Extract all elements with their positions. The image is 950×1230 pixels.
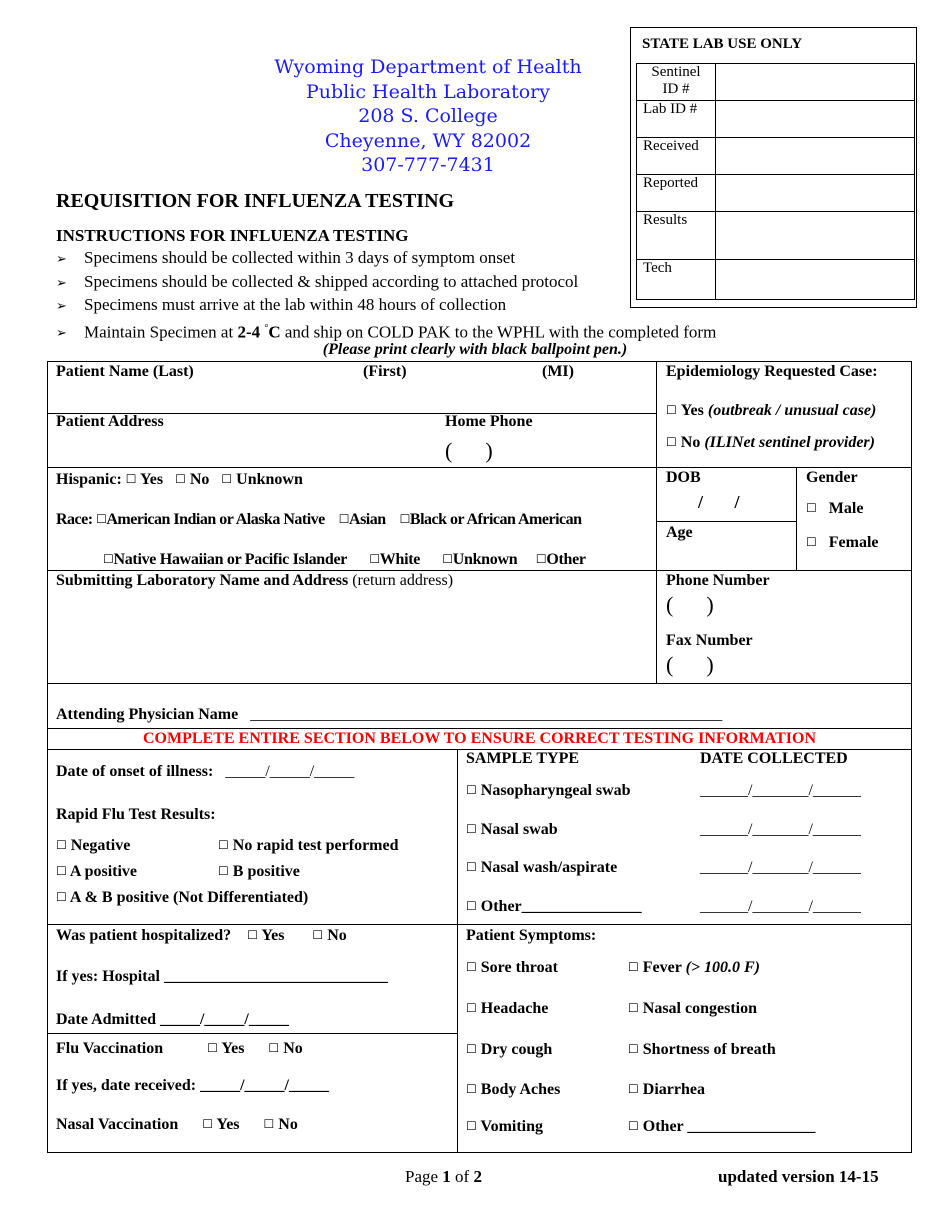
instruction-item: ➢ Specimens should be collected & shipped according to attached protocol: [56, 271, 716, 295]
checkbox-icon[interactable]: ☐: [466, 1119, 477, 1133]
home-phone-label: Home Phone: [445, 413, 533, 430]
grid-line: [47, 361, 912, 362]
hospitalized-row: Was patient hospitalized? ☐ Yes ☐ No: [56, 927, 347, 944]
sample-nasopharyngeal-option[interactable]: ☐ Nasopharyngeal swab: [466, 782, 631, 799]
rapid-test-label: Rapid Flu Test Results:: [56, 806, 216, 823]
home-phone-field[interactable]: ( ): [445, 438, 493, 463]
sample-other-option[interactable]: ☐ Other_______________: [466, 898, 642, 915]
lab-row-field[interactable]: [716, 212, 915, 260]
lab-row-field[interactable]: [716, 101, 915, 138]
rapid-a-positive-option[interactable]: ☐ A positive: [56, 863, 138, 880]
form-title: REQUISITION FOR INFLUENZA TESTING: [56, 190, 455, 212]
rapid-none-option[interactable]: ☐ No rapid test performed: [218, 837, 399, 854]
instructions-list: [56, 247, 716, 345]
patient-name-mi-label: (MI): [542, 363, 574, 380]
rapid-ab-positive-option[interactable]: ☐ A & B positive (Not Differentiated): [56, 889, 309, 906]
symptom-headache[interactable]: ☐ Headache: [466, 1000, 549, 1017]
date-collected-field[interactable]: ______/_______/______: [700, 821, 861, 838]
checkbox-icon[interactable]: ☐: [221, 472, 233, 486]
checkbox-icon[interactable]: ☐: [628, 1042, 639, 1056]
checkbox-icon[interactable]: ☐: [466, 783, 477, 797]
grid-line: [47, 1152, 912, 1153]
checkbox-icon[interactable]: ☐: [202, 1117, 214, 1131]
sample-type-header: SAMPLE TYPE: [466, 750, 580, 767]
instruction-item: ➢ Specimens must arrive at the lab within 48 hours of collection: [56, 294, 716, 318]
lab-row-label: Received: [637, 138, 716, 175]
checkbox-icon[interactable]: ☐: [312, 928, 324, 942]
patient-name-first-label: (First): [363, 363, 407, 380]
hispanic-row: Hispanic: ☐ Yes ☐ No ☐ Unknown: [56, 471, 303, 488]
checkbox-icon[interactable]: ☐: [103, 552, 114, 566]
header-line: Public Health Laboratory: [306, 80, 550, 103]
lab-row-label: Reported: [637, 175, 716, 212]
lab-row-label: Sentinel ID #: [637, 64, 716, 101]
epi-yes-option[interactable]: ☐ Yes (outbreak / unusual case): [666, 402, 877, 419]
state-lab-title: STATE LAB USE ONLY: [642, 36, 803, 52]
checkbox-icon[interactable]: ☐: [56, 890, 67, 904]
dob-field[interactable]: / /: [698, 492, 740, 512]
checkbox-icon[interactable]: ☐: [56, 838, 67, 852]
grid-line: [656, 361, 657, 684]
checkbox-icon[interactable]: ☐: [263, 1117, 275, 1131]
sample-nasal-wash-option[interactable]: ☐ Nasal wash/aspirate: [466, 859, 618, 876]
arrow-bullet-icon: ➢: [56, 326, 67, 342]
checkbox-icon[interactable]: ☐: [466, 960, 477, 974]
symptom-sore-throat[interactable]: ☐ Sore throat: [466, 959, 558, 976]
hospital-name-field[interactable]: If yes: Hospital ____________________________: [56, 968, 388, 985]
grid-line: [656, 521, 796, 522]
checkbox-icon[interactable]: ☐: [666, 435, 677, 449]
symptom-other[interactable]: ☐ Other ________________: [628, 1118, 816, 1135]
checkbox-icon[interactable]: ☐: [666, 403, 677, 417]
patient-address-label: Patient Address: [56, 413, 164, 430]
checkbox-icon[interactable]: ☐: [338, 512, 350, 526]
vaccination-date-field[interactable]: If yes, date received: _____/_____/_____: [56, 1077, 329, 1094]
symptom-shortness-of-breath[interactable]: ☐ Shortness of breath: [628, 1041, 776, 1058]
header-line: 307-777-7431: [361, 154, 495, 177]
checkbox-icon[interactable]: ☐: [96, 512, 107, 526]
checkbox-icon[interactable]: ☐: [628, 1001, 639, 1015]
checkbox-icon[interactable]: ☐: [628, 1082, 639, 1096]
onset-date-field[interactable]: _____/_____/_____: [225, 763, 355, 780]
grid-line: [47, 683, 912, 684]
age-label: Age: [666, 524, 693, 541]
lab-row-field[interactable]: [716, 64, 915, 101]
checkbox-icon[interactable]: ☐: [466, 1082, 477, 1096]
date-collected-field[interactable]: ______/_______/______: [700, 898, 861, 915]
symptom-dry-cough[interactable]: ☐ Dry cough: [466, 1041, 553, 1058]
instructions-heading: INSTRUCTIONS FOR INFLUENZA TESTING: [56, 226, 409, 245]
fax-number-label: Fax Number: [666, 632, 753, 649]
instruction-item: ➢ Specimens should be collected within 3 days of symptom onset: [56, 247, 716, 271]
date-collected-field[interactable]: ______/_______/______: [700, 782, 861, 799]
race-row-1: Race: ☐American Indian or Alaska Native ☐Asian ☐Black or African American: [56, 511, 582, 528]
gender-male-option[interactable]: ☐ Male: [806, 500, 864, 517]
checkbox-icon[interactable]: ☐: [175, 472, 186, 486]
lab-address-header: [230, 55, 626, 178]
sample-nasal-swab-option[interactable]: ☐ Nasal swab: [466, 821, 558, 838]
header-line: Cheyenne, WY 82002: [324, 129, 532, 152]
gender-female-option[interactable]: ☐ Female: [806, 534, 879, 551]
checkbox-icon[interactable]: ☐: [535, 552, 547, 566]
header-line: 208 S. College: [358, 105, 498, 128]
checkbox-icon[interactable]: ☐: [466, 822, 477, 836]
grid-line: [457, 749, 458, 1153]
symptom-vomiting[interactable]: ☐ Vomiting: [466, 1118, 544, 1135]
lab-row-field[interactable]: [716, 175, 915, 212]
arrow-bullet-icon: ➢: [56, 252, 67, 267]
checkbox-icon[interactable]: ☐: [218, 838, 229, 852]
section-banner: COMPLETE ENTIRE SECTION BELOW TO ENSURE CORRECT TESTING INFORMATION: [142, 730, 817, 747]
rapid-negative-option[interactable]: ☐ Negative: [56, 837, 131, 854]
checkbox-icon[interactable]: ☐: [56, 864, 67, 878]
grid-line: [47, 467, 912, 468]
grid-line: [796, 467, 797, 570]
grid-line: [47, 361, 48, 1153]
page-number: Page 1 of 2: [405, 1167, 482, 1186]
checkbox-icon[interactable]: ☐: [466, 1001, 477, 1015]
gender-label: Gender: [806, 469, 858, 486]
fax-number-field[interactable]: ( ): [666, 652, 714, 677]
submitting-lab-label: Submitting Laboratory Name and Address (return address): [56, 572, 454, 589]
lab-row-field[interactable]: [716, 260, 915, 300]
physician-row: Attending Physician Name ___________________________________________________________: [56, 706, 723, 723]
checkbox-icon[interactable]: ☐: [399, 512, 410, 526]
instruction-item: ➢ Maintain Specimen at 2-4 °C and ship on COLD PAK to the WPHL with the completed form: [56, 318, 716, 345]
nasal-vaccination-row: Nasal Vaccination ☐ Yes ☐ No: [56, 1116, 298, 1133]
dob-label: DOB: [666, 469, 701, 486]
header-line: Wyoming Department of Health: [274, 56, 582, 78]
date-collected-header: DATE COLLECTED: [700, 750, 848, 767]
checkbox-icon[interactable]: ☐: [466, 860, 477, 874]
patient-symptoms-label: Patient Symptoms:: [466, 927, 597, 944]
checkbox-icon[interactable]: ☐: [628, 960, 639, 974]
grid-line: [47, 728, 912, 729]
symptom-nasal-congestion[interactable]: ☐ Nasal congestion: [628, 1000, 757, 1017]
symptom-fever[interactable]: ☐ Fever (> 100.0 F): [628, 959, 761, 976]
checkbox-icon[interactable]: ☐: [247, 928, 258, 942]
grid-line: [47, 570, 912, 571]
patient-name-last-label: Patient Name (Last): [56, 363, 194, 380]
arrow-bullet-icon: ➢: [56, 299, 67, 314]
checkbox-icon[interactable]: ☐: [218, 864, 229, 878]
date-admitted-field[interactable]: Date Admitted _____/_____/_____: [56, 1011, 289, 1028]
checkbox-icon[interactable]: ☐: [806, 501, 817, 515]
grid-line: [47, 1033, 457, 1034]
date-collected-field[interactable]: ______/_______/______: [700, 859, 861, 876]
checkbox-icon[interactable]: ☐: [369, 552, 380, 566]
epi-no-option[interactable]: ☐ No (ILINet sentinel provider): [666, 434, 875, 451]
version-label: updated version 14-15: [718, 1167, 879, 1186]
checkbox-icon[interactable]: ☐: [125, 472, 137, 486]
physician-name-field[interactable]: ___________________________________________________________: [250, 706, 723, 723]
checkbox-icon[interactable]: ☐: [466, 1042, 477, 1056]
checkbox-icon[interactable]: ☐: [806, 535, 817, 549]
grid-line: [911, 361, 912, 1153]
checkbox-icon[interactable]: ☐: [207, 1041, 218, 1055]
race-row-2: ☐Native Hawaiian or Pacific Islander ☐White ☐Unknown ☐Other: [103, 551, 586, 568]
lab-row-field[interactable]: [716, 138, 915, 175]
rapid-b-positive-option[interactable]: ☐ B positive: [218, 863, 300, 880]
phone-number-label: Phone Number: [666, 572, 770, 589]
checkbox-icon[interactable]: ☐: [628, 1119, 639, 1133]
epi-requested-label: Epidemiology Requested Case:: [666, 363, 878, 380]
arrow-bullet-icon: ➢: [56, 275, 67, 291]
print-note: (Please print clearly with black ballpoint pen.): [322, 341, 628, 358]
checkbox-icon[interactable]: ☐: [268, 1041, 280, 1055]
phone-number-field[interactable]: ( ): [666, 592, 714, 617]
checkbox-icon[interactable]: ☐: [442, 552, 453, 566]
onset-row: Date of onset of illness: _____/_____/_____: [56, 763, 355, 780]
grid-line: [47, 924, 912, 925]
checkbox-icon[interactable]: ☐: [466, 899, 477, 913]
flu-vaccination-row: Flu Vaccination ☐ Yes ☐ No: [56, 1040, 303, 1057]
symptom-diarrhea[interactable]: ☐ Diarrhea: [628, 1081, 705, 1098]
lab-row-label: Results: [637, 212, 716, 260]
lab-row-label: Tech: [637, 260, 716, 300]
lab-row-label: Lab ID #: [637, 101, 716, 138]
symptom-body-aches[interactable]: ☐ Body Aches: [466, 1081, 561, 1098]
